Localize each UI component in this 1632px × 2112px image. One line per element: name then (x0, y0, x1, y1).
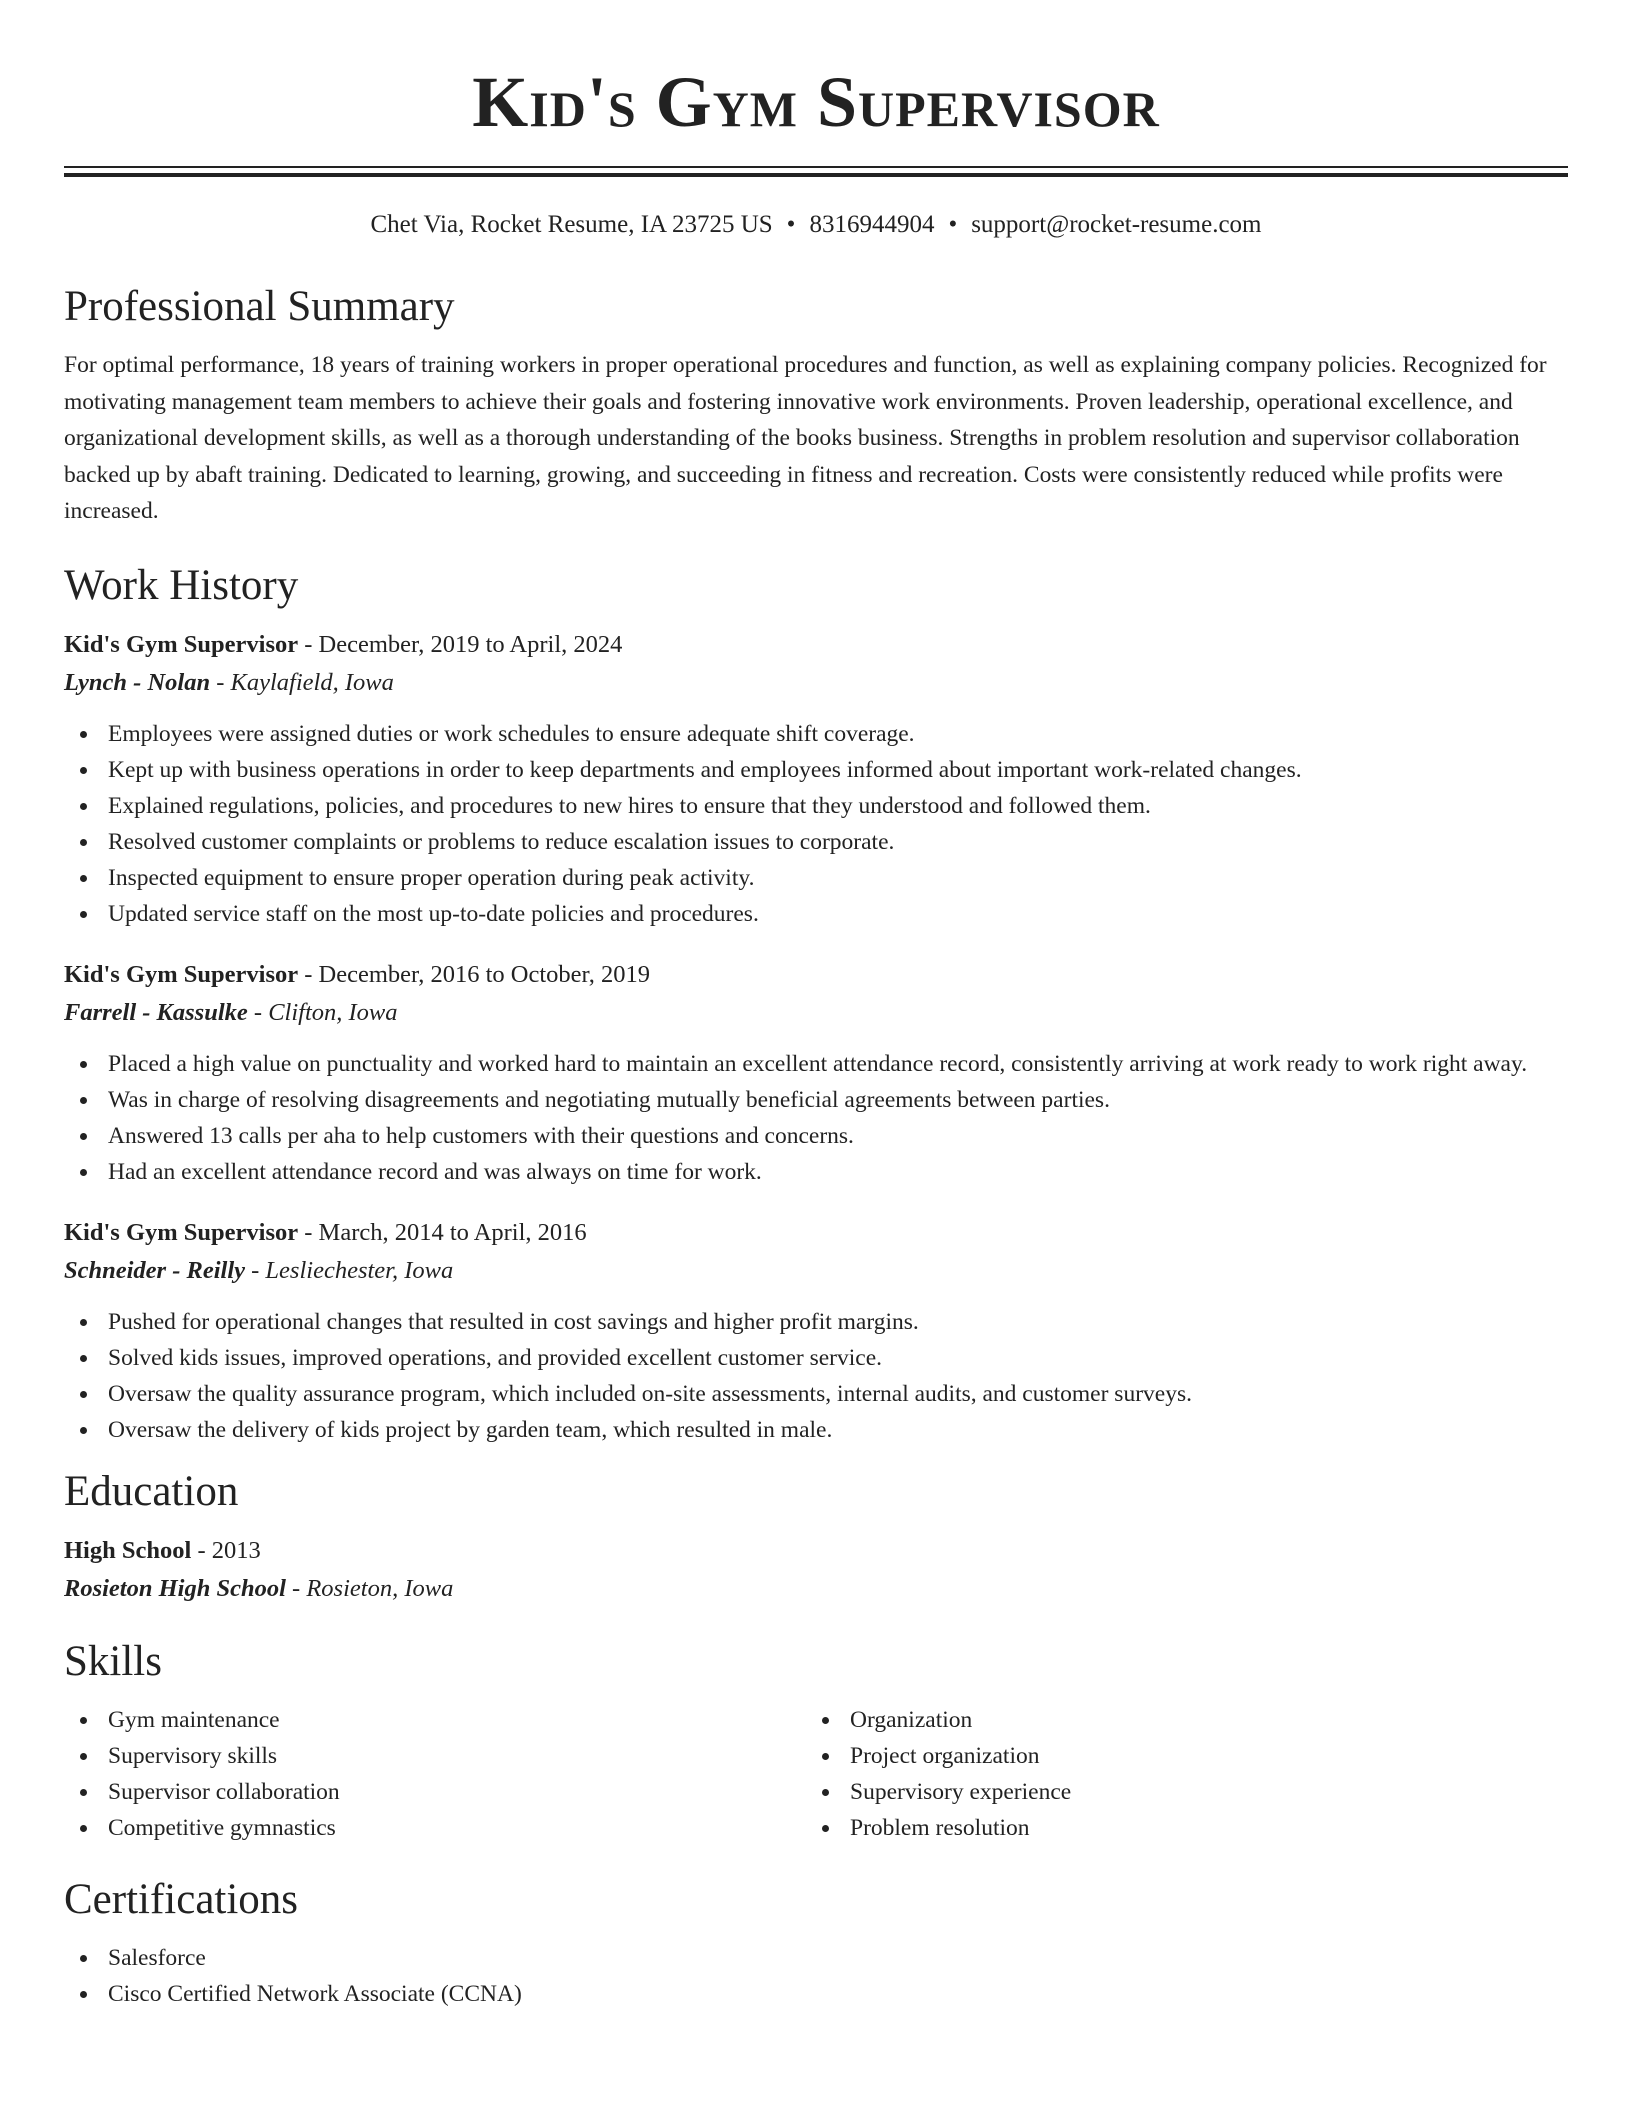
skill-item: Competitive gymnastics (64, 1810, 806, 1846)
education-heading (64, 1532, 1568, 1570)
job-location: - Kaylafield, Iowa (210, 668, 394, 696)
job-entry (64, 956, 1568, 1190)
job-bullets (64, 1304, 1568, 1448)
education-location: - Rosieton, Iowa (285, 1574, 454, 1602)
job-role: Kid's Gym Supervisor (64, 960, 299, 988)
list-item: Oversaw the delivery of kids project by garden team, which resulted in male. (64, 1412, 1568, 1448)
job-employer (64, 994, 1568, 1032)
skill-item: Project organization (806, 1738, 1548, 1774)
job-entry (64, 1214, 1568, 1448)
list-item: Explained regulations, policies, and procedures to new hires to ensure that they understood and followed them. (64, 788, 1568, 824)
separator-dot: • (786, 211, 796, 238)
title-divider (64, 166, 1568, 177)
contact-line (64, 209, 1568, 241)
job-employer (64, 664, 1568, 702)
list-item: Solved kids issues, improved operations, and provided excellent customer service. (64, 1340, 1568, 1376)
job-bullets (64, 1046, 1568, 1190)
job-location: - Lesliechester, Iowa (245, 1256, 454, 1284)
skill-item: Supervisory experience (806, 1774, 1548, 1810)
separator-dot: • (948, 211, 958, 238)
section-title-skills: Skills (64, 1637, 162, 1685)
job-heading (64, 956, 1568, 994)
section-title-summary: Professional Summary (64, 283, 455, 330)
education-degree: High School (64, 1536, 192, 1564)
education-entry (64, 1532, 1568, 1608)
job-role: Kid's Gym Supervisor (64, 1218, 299, 1246)
education-school-line (64, 1570, 1568, 1608)
list-item: Updated service staff on the most up-to-date policies and procedures. (64, 896, 1568, 932)
certifications-list (64, 1940, 1568, 2012)
skill-item: Gym maintenance (64, 1702, 806, 1738)
skill-item: Supervisor collaboration (64, 1774, 806, 1810)
job-employer (64, 1252, 1568, 1290)
summary-paragraph: For optimal performance, 18 years of training workers in proper operational procedures and function, as well as explaining company policies. Recognized for motivating management team members to achieve their goals and fostering innovative work environments. Proven leadership, operational excellence, and organizational development skills, as well as a thorough understanding of the books business. Strengths in problem resolution and supervisor collaboration backed up by abaft training. Dedicated to learning, growing, and succeeding in fitness and recreation. Costs were consistently reduced while profits were increased. (64, 352, 1547, 524)
contact-address: Chet Via, Rocket Resume, IA 23725 US (370, 211, 773, 238)
job-bullets (64, 716, 1568, 932)
skills-column-right (806, 1702, 1548, 1846)
list-item: Employees were assigned duties or work schedules to ensure adequate shift coverage. (64, 716, 1568, 752)
certification-item: Cisco Certified Network Associate (CCNA) (64, 1976, 1568, 2012)
section-title-education: Education (64, 1467, 239, 1515)
skills-grid (64, 1702, 1568, 1846)
list-item: Answered 13 calls per aha to help customers with their questions and concerns. (64, 1118, 1568, 1154)
skill-item: Organization (806, 1702, 1548, 1738)
list-item: Resolved customer complaints or problems to reduce escalation issues to corporate. (64, 824, 1568, 860)
job-location: - Clifton, Iowa (247, 998, 398, 1026)
education-school: Rosieton High School (64, 1574, 286, 1602)
resume-title: Kid's Gym Supervisor (472, 62, 1160, 142)
education-year: - 2013 (191, 1536, 261, 1564)
job-company: Schneider - Reilly (64, 1256, 246, 1284)
job-heading (64, 1214, 1568, 1252)
section-title-certifications: Certifications (64, 1875, 299, 1923)
list-item: Oversaw the quality assurance program, which included on-site assessments, internal audits, and customer surveys. (64, 1376, 1568, 1412)
list-item: Placed a high value on punctuality and worked hard to maintain an excellent attendance record, consistently arriving at work ready to work right away. (64, 1046, 1568, 1082)
contact-email: support@rocket-resume.com (971, 211, 1262, 238)
section-title-work-history: Work History (64, 561, 299, 609)
job-dates: - December, 2019 to April, 2024 (298, 630, 623, 658)
list-item: Pushed for operational changes that resulted in cost savings and higher profit margins. (64, 1304, 1568, 1340)
list-item: Kept up with business operations in order to keep departments and employees informed about important work-related changes. (64, 752, 1568, 788)
resume-page (64, 0, 1568, 2012)
skill-item: Problem resolution (806, 1810, 1548, 1846)
list-item: Had an excellent attendance record and was always on time for work. (64, 1154, 1568, 1190)
job-entry (64, 626, 1568, 932)
certification-item: Salesforce (64, 1940, 1568, 1976)
skill-item: Supervisory skills (64, 1738, 806, 1774)
job-heading (64, 626, 1568, 664)
contact-phone: 8316944904 (809, 211, 935, 238)
job-role: Kid's Gym Supervisor (64, 630, 299, 658)
job-company: Lynch - Nolan (64, 668, 211, 696)
job-dates: - March, 2014 to April, 2016 (298, 1218, 587, 1246)
list-item: Inspected equipment to ensure proper operation during peak activity. (64, 860, 1568, 896)
job-dates: - December, 2016 to October, 2019 (298, 960, 650, 988)
job-company: Farrell - Kassulke (64, 998, 248, 1026)
skills-column-left (64, 1702, 806, 1846)
list-item: Was in charge of resolving disagreements and negotiating mutually beneficial agreements between parties. (64, 1082, 1568, 1118)
